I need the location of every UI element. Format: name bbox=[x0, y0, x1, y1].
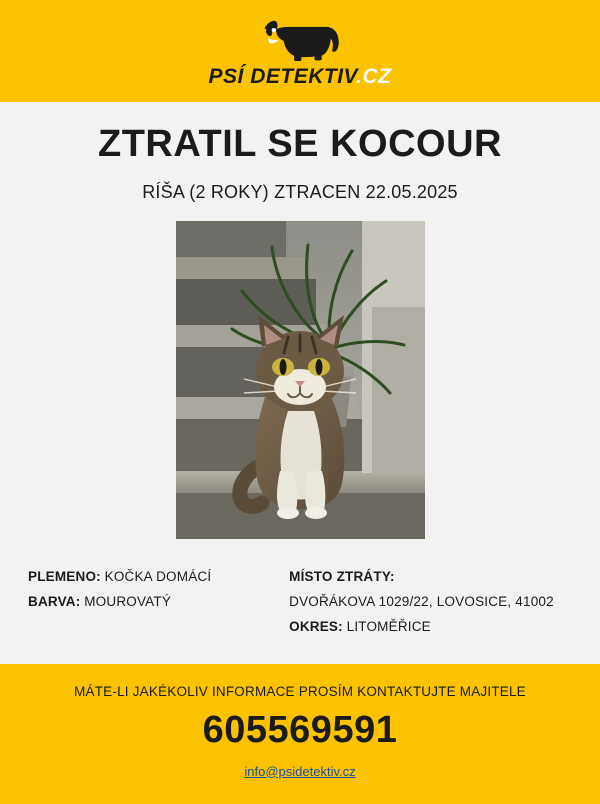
detail-row-color bbox=[28, 590, 278, 615]
detail-value-color: MOUROVATÝ bbox=[84, 593, 172, 609]
detail-row-breed bbox=[28, 565, 278, 590]
logo-text-accent: .CZ bbox=[356, 64, 392, 88]
logo-wordmark bbox=[209, 65, 392, 89]
detail-row-district bbox=[289, 615, 572, 640]
poster-subtitle: RÍŠA (2 ROKY) ZTRACEN 22.05.2025 bbox=[142, 181, 458, 202]
detail-value-breed: KOČKA DOMÁCÍ bbox=[104, 568, 212, 584]
details-column-left bbox=[28, 565, 278, 640]
pet-details bbox=[0, 539, 600, 640]
poster-body bbox=[0, 102, 600, 664]
pet-photo bbox=[176, 221, 425, 539]
detail-label-district: OKRES: bbox=[289, 618, 343, 634]
detail-value-loss-address: DVOŘÁKOVA 1029/22, LOVOSICE, 41002 bbox=[289, 593, 554, 609]
cat-photo-illustration bbox=[176, 221, 425, 539]
detail-row-loss-address bbox=[289, 590, 572, 615]
detail-value-district: LITOMĚŘICE bbox=[346, 618, 431, 634]
detail-label-breed: PLEMENO: bbox=[28, 568, 101, 584]
contact-instruction: MÁTE-LI JAKÉKOLIV INFORMACE PROSÍM KONTAKTUJTE MAJITELE bbox=[74, 683, 526, 699]
contact-phone[interactable]: 605569591 bbox=[202, 708, 398, 751]
contact-email-link[interactable]: info@psidetektiv.cz bbox=[244, 763, 356, 779]
dog-silhouette-icon bbox=[254, 18, 346, 62]
poster-header bbox=[0, 0, 600, 102]
logo-text-main: PSÍ DETEKTIV bbox=[208, 64, 357, 88]
details-column-right bbox=[289, 565, 572, 640]
detail-label-loss-place: MÍSTO ZTRÁTY: bbox=[289, 568, 395, 584]
poster-footer bbox=[0, 664, 600, 804]
detail-row-loss-place-label bbox=[289, 565, 572, 590]
detail-label-color: BARVA: bbox=[28, 593, 81, 609]
page-title: ZTRATIL SE KOCOUR bbox=[98, 123, 502, 165]
